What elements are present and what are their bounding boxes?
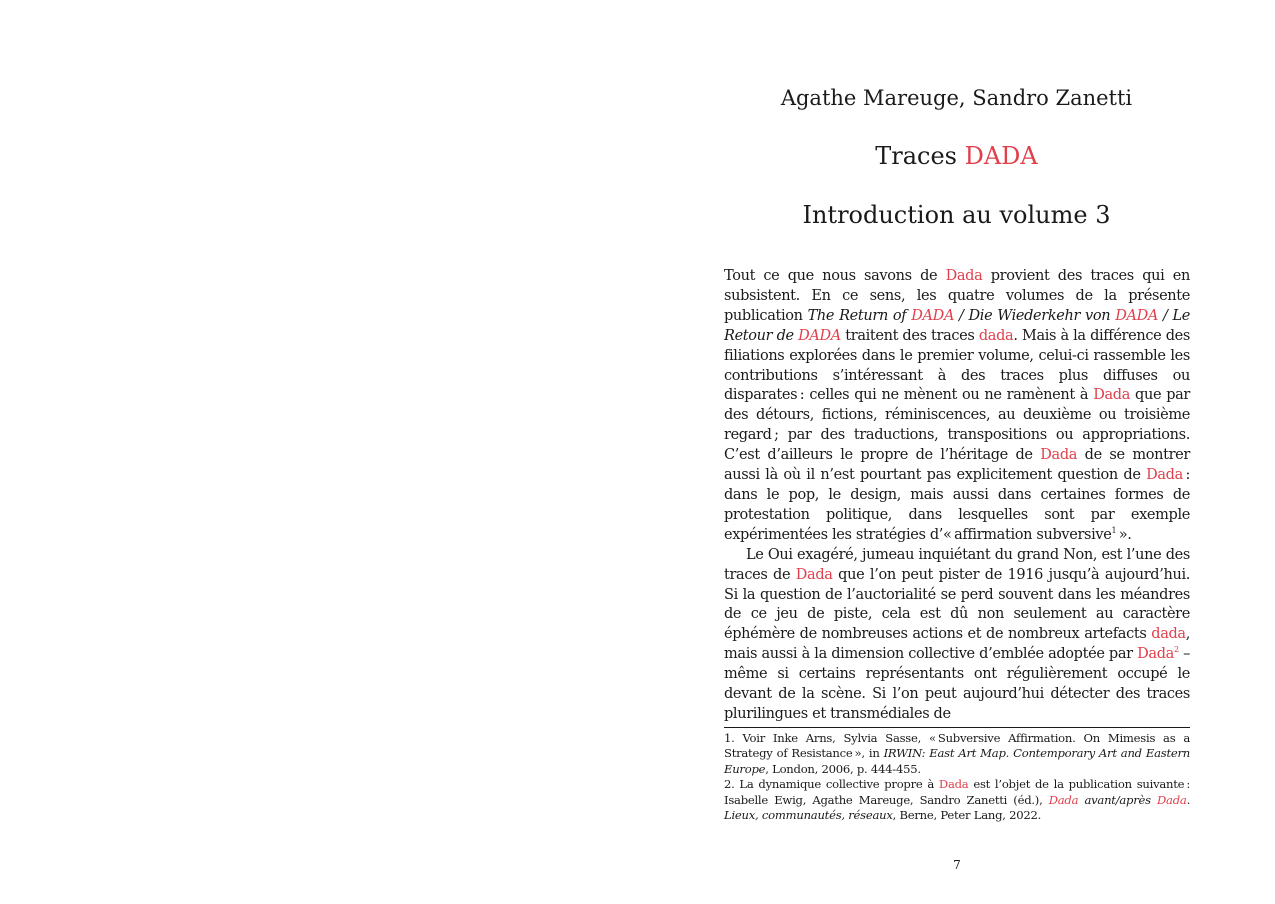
paragraph-2: [724, 546, 1190, 725]
text-run: : dans le pop, le design, mais aussi dans certaines formes de protestation politique, dans lesquelles sont par exemple expérimentées les stratégies d’« affirmation subversive: [724, 467, 1190, 543]
text-run: avant/après: [1078, 792, 1158, 807]
dada-word: Dada: [945, 268, 983, 284]
text-run: provient des traces qui en subsistent. En ce sens, les quatre volumes de la présente publication: [724, 268, 1190, 324]
text-run: , Berne, Peter Lang, 2022.: [892, 808, 1042, 823]
dada-word: Dada: [795, 566, 833, 583]
footnote-ref-1[interactable]: 1: [1111, 525, 1117, 535]
text-run: / Die Wiederkehr von: [954, 307, 1116, 324]
left-page-blank: [0, 0, 637, 904]
chapter-title: [724, 141, 1189, 171]
chapter-subtitle: Introduction au volume 3: [802, 201, 1111, 229]
text-run: que par des détours, fictions, réminiscences, au deuxième ou troisième regard ; par des traductions, transpositions ou appropriations. C’est d’ailleurs le propre de l’héritage de: [724, 387, 1190, 464]
footnote-separator: [724, 727, 1190, 728]
dada-word: Dada: [1048, 792, 1079, 807]
text-run: Tout ce que nous savons de: [724, 268, 946, 284]
text-run: ».: [1116, 526, 1132, 543]
text-run: , London, 2006, p. 444-455.: [765, 761, 921, 776]
paragraph-1: [724, 267, 1190, 546]
text-run: de se montrer aussi là où il n’est pourtant pas explicitement question de: [724, 447, 1190, 484]
body-text: [724, 267, 1190, 725]
chapter-title-word: Traces: [875, 142, 957, 170]
text-run: The Return of: [807, 307, 912, 324]
footnote-1: [724, 731, 1190, 777]
dada-word: dada: [1151, 626, 1186, 643]
text-run: Le Oui exagéré, jumeau inquiétant du grand Non, est l’une des traces de: [724, 546, 1190, 583]
chapter-title-dada: DADA: [964, 142, 1038, 170]
text-run: , mais aussi à la dimension collective d’emblée adoptée par: [724, 626, 1190, 663]
cited-title: IRWIN: East Art Map. Contemporary Art and Eastern Europe: [724, 746, 1190, 776]
page-number: 7: [953, 858, 961, 872]
text-run: 1. Voir Inke Arns, Sylvia Sasse, « Subversive Affirmation. On Mimesis as a Strategy of Resistance », in: [724, 731, 1190, 761]
text-run: . Lieux, communautés, réseaux: [724, 792, 1190, 823]
dada-word: Dada: [1093, 387, 1130, 404]
footnote-ref-2[interactable]: 2: [1173, 645, 1179, 655]
text-run: – même si certains représentants ont régulièrement occupé le devant de la scène. Si l’on peut aujourd’hui détecter des traces plurilingues et transmédiales de: [724, 646, 1190, 722]
dada-word: DADA: [911, 307, 955, 324]
dada-word: DADA: [1115, 307, 1159, 324]
text-run: 2. La dynamique collective propre à: [724, 777, 939, 792]
dada-word: Dada: [1040, 447, 1078, 464]
footnotes: [724, 731, 1190, 823]
footnote-2: [724, 777, 1190, 823]
text-run: est l’objet de la publication suivante : Isabelle Ewig, Agathe Mareuge, Sandro Zanetti (éd.),: [724, 777, 1190, 807]
text-run: . Mais à la différence des filiations explorées dans le premier volume, celui-ci rassemble les contributions s’intéressant à des traces plus diffuses ou disparates : celles qui ne mènent ou ne ramènent à: [724, 327, 1190, 404]
dada-word: Dada: [1137, 646, 1174, 663]
text-run: / Le Retour de: [724, 307, 1190, 344]
text-run: que l’on peut pister de 1916 jusqu’à aujourd’hui. Si la question de l’auctorialité se perd souvent dans les méandres de ce jeu de piste, cela est dû non seulement au caractère éphémère de nombreuses actions et de nombreux artefacts: [724, 566, 1190, 643]
dada-word: DADA: [798, 327, 841, 344]
chapter-authors: Agathe Mareuge, Sandro Zanetti: [780, 86, 1133, 110]
dada-word: dada: [978, 327, 1014, 344]
dada-word: Dada: [938, 777, 969, 792]
text-run: traitent des traces: [840, 327, 979, 344]
dada-word: Dada: [1157, 792, 1187, 807]
dada-word: Dada: [1146, 467, 1183, 484]
